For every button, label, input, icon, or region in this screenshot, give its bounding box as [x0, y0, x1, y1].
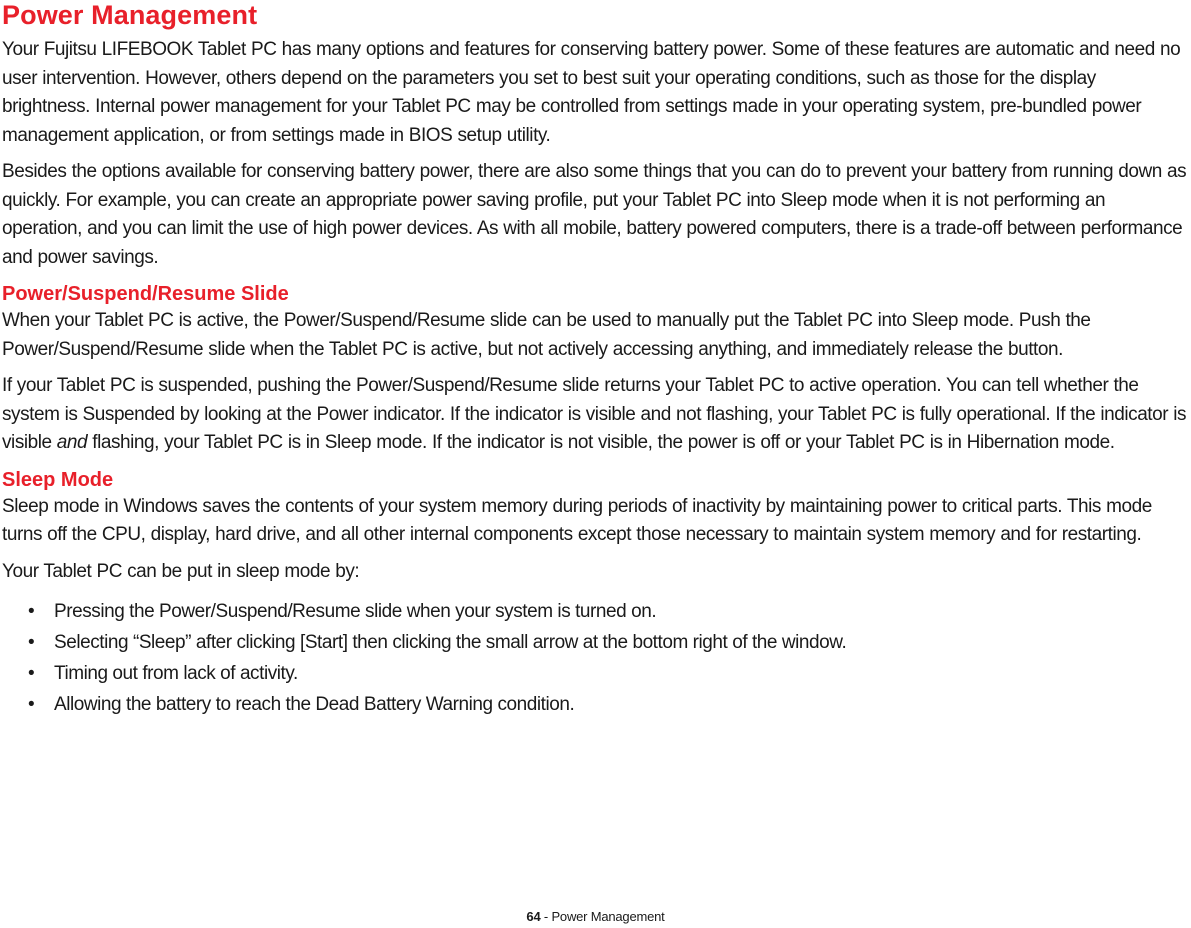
footer-separator: - [540, 909, 552, 924]
sleep-paragraph-2: Your Tablet PC can be put in sleep mode by: [2, 560, 360, 582]
slide-paragraph-1: When your Tablet PC is active, the Power/Suspend/Resume slide can be used to manually put the Tablet PC into Sleep mode. Push the Power/Suspend/Resume slide when the Tablet PC is active, but not actively accessing anything, and immediately release the button. [2, 310, 1091, 360]
slide-paragraph-2 [2, 372, 1187, 458]
intro-paragraph-1: Your Fujitsu LIFEBOOK Tablet PC has many options and features for conserving battery power. Some of these features are automatic and need no user intervention. However, others depend on the parameters you set to best suit your operating conditions, such as those for the display brightness. Internal power management for your Tablet PC may be controlled from settings made in your operating system, pre-bundled power management application, or from settings made in BIOS setup utility. [2, 39, 1181, 146]
list-item-text: Timing out from lack of activity. [54, 663, 298, 684]
slide-paragraph-2-part-b: flashing, your Tablet PC is in Sleep mode. If the indicator is not visible, the power is off or your Tablet PC is in Hibernation mode. [87, 432, 1115, 453]
list-item-text: Pressing the Power/Suspend/Resume slide when your system is turned on. [54, 601, 657, 622]
bullet-icon: • [28, 632, 35, 653]
sleep-methods-list [2, 596, 1187, 720]
slide-paragraph-2-part-a: If your Tablet PC is suspended, pushing the Power/Suspend/Resume slide returns your Tablet PC to active operation. You can tell whether the system is Suspended by looking at the Power indicator. If the indicator is visible and not flashing, your Tablet PC is fully operational. If the indicator is visible [2, 375, 1187, 453]
intro-paragraph-2: Besides the options available for conserving battery power, there are also some things that you can do to prevent your battery from running down as quickly. For example, you can create an appropriate power saving profile, put your Tablet PC into Sleep mode when it is not performing an operation, and you can limit the use of high power devices. As with all mobile, battery powered computers, there is a trade-off between performance and power savings. [2, 161, 1187, 268]
list-item [22, 658, 1187, 689]
list-item [22, 596, 1187, 627]
bullet-icon: • [28, 694, 35, 715]
slide-paragraph-2-emphasis: and [56, 432, 88, 453]
bullet-icon: • [28, 663, 35, 684]
list-item-text: Selecting “Sleep” after clicking [Start] then clicking the small arrow at the bottom right of the window. [54, 632, 847, 653]
page-footer [0, 908, 1191, 926]
section-heading-slide: Power/Suspend/Resume Slide [2, 283, 289, 305]
page-number: 64 [526, 909, 541, 924]
bullet-icon: • [28, 601, 35, 622]
list-item [22, 627, 1187, 658]
footer-section-name: Power Management [551, 909, 665, 924]
list-item-text: Allowing the battery to reach the Dead Battery Warning condition. [54, 694, 575, 715]
sleep-paragraph-1: Sleep mode in Windows saves the contents of your system memory during periods of inactivity by maintaining power to critical parts. This mode turns off the CPU, display, hard drive, and all other internal components except those necessary to maintain system memory and for restarting. [2, 495, 1152, 545]
list-item [22, 689, 1187, 720]
page-title: Power Management [2, 0, 258, 30]
section-heading-sleep: Sleep Mode [2, 468, 114, 491]
